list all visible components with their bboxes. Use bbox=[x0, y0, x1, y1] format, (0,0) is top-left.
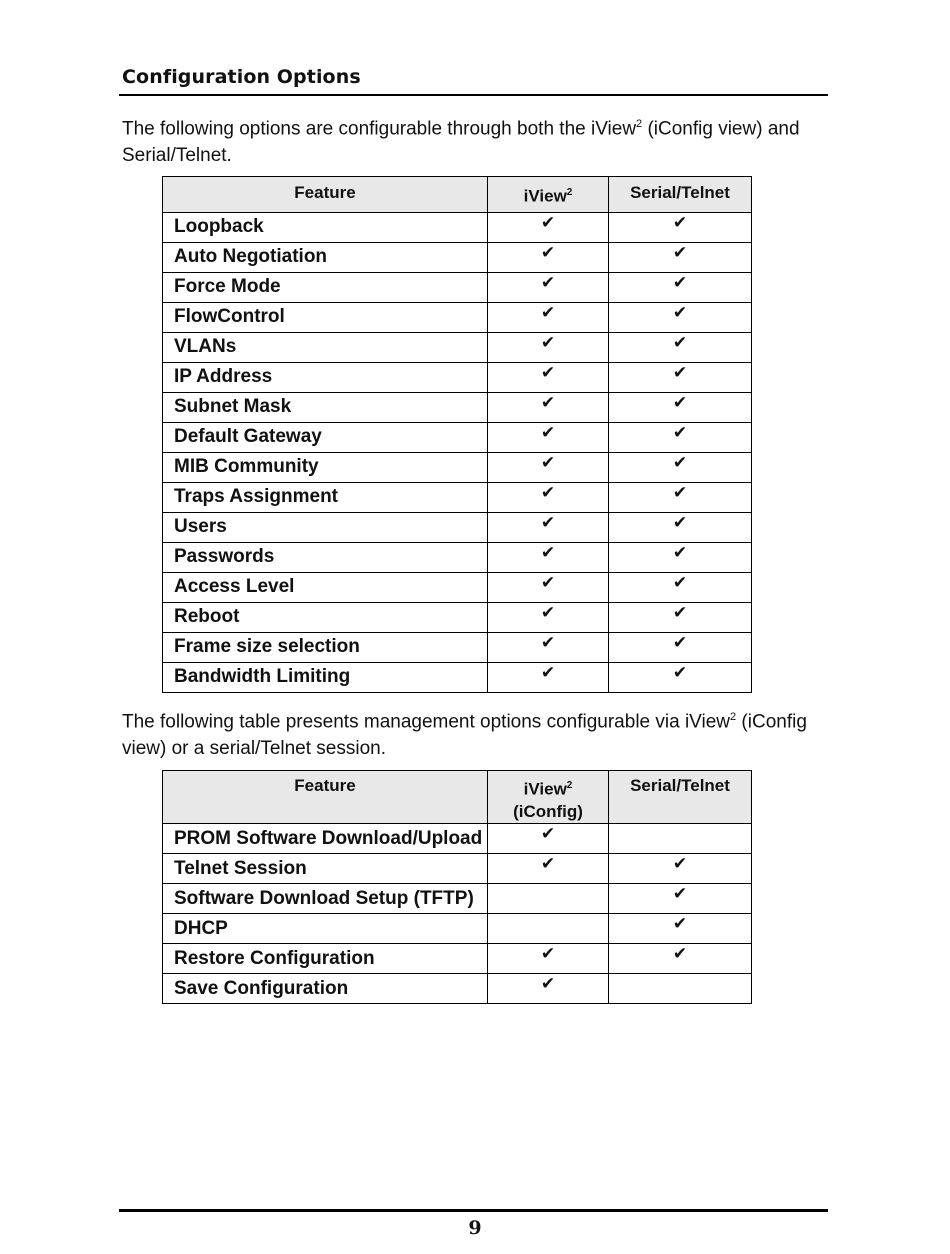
header-serial-telnet: Serial/Telnet bbox=[609, 177, 752, 213]
feature-cell: Default Gateway bbox=[163, 422, 488, 452]
serial-check-cell bbox=[609, 974, 752, 1004]
iview-check-cell: ✔ bbox=[488, 572, 609, 602]
table-row bbox=[163, 242, 752, 272]
iview-check-cell: ✔ bbox=[488, 824, 609, 854]
page-number: 9 bbox=[468, 1217, 482, 1239]
iview-check-cell: ✔ bbox=[488, 602, 609, 632]
section-title: Configuration Options bbox=[122, 66, 361, 88]
iview-check-cell: ✔ bbox=[488, 944, 609, 974]
serial-check-cell: ✔ bbox=[609, 422, 752, 452]
intro-paragraph bbox=[122, 111, 822, 169]
feature-cell: Software Download Setup (TFTP) bbox=[163, 884, 488, 914]
header-serial-telnet: Serial/Telnet bbox=[609, 771, 752, 824]
feature-cell: Telnet Session bbox=[163, 854, 488, 884]
serial-check-cell bbox=[609, 824, 752, 854]
table-row bbox=[163, 914, 752, 944]
table-row bbox=[163, 392, 752, 422]
iview-check-cell: ✔ bbox=[488, 482, 609, 512]
iview-check-cell: ✔ bbox=[488, 542, 609, 572]
feature-cell: Reboot bbox=[163, 602, 488, 632]
feature-cell: Auto Negotiation bbox=[163, 242, 488, 272]
serial-check-cell: ✔ bbox=[609, 242, 752, 272]
intro-text-after: (iConfig view) and Serial/Telnet. bbox=[122, 118, 800, 167]
footer-rule bbox=[119, 1209, 828, 1212]
feature-cell: Frame size selection bbox=[163, 632, 488, 662]
table-row bbox=[163, 482, 752, 512]
iview-check-cell: ✔ bbox=[488, 212, 609, 242]
header-iview-sup: 2 bbox=[566, 187, 573, 198]
title-rule bbox=[119, 94, 828, 96]
table-row bbox=[163, 542, 752, 572]
table-row bbox=[163, 632, 752, 662]
table-row bbox=[163, 824, 752, 854]
mgmt-text-after: (iConfig view) or a serial/Telnet session. bbox=[122, 711, 807, 760]
serial-check-cell: ✔ bbox=[609, 542, 752, 572]
config-options-table bbox=[162, 176, 752, 693]
feature-cell: FlowControl bbox=[163, 302, 488, 332]
feature-cell: Traps Assignment bbox=[163, 482, 488, 512]
feature-cell: DHCP bbox=[163, 914, 488, 944]
intro-text-before: The following options are configurable through both the iView bbox=[122, 118, 637, 140]
serial-check-cell: ✔ bbox=[609, 482, 752, 512]
feature-cell: MIB Community bbox=[163, 452, 488, 482]
iview-check-cell: ✔ bbox=[488, 662, 609, 692]
table-row bbox=[163, 974, 752, 1004]
serial-check-cell: ✔ bbox=[609, 302, 752, 332]
header-iview-sup: 2 bbox=[566, 780, 573, 791]
header-iview-label: iView bbox=[523, 186, 567, 206]
feature-cell: Bandwidth Limiting bbox=[163, 662, 488, 692]
iview-check-cell: ✔ bbox=[488, 512, 609, 542]
intro-superscript: 2 bbox=[636, 118, 643, 130]
feature-cell: Restore Configuration bbox=[163, 944, 488, 974]
serial-check-cell: ✔ bbox=[609, 512, 752, 542]
feature-cell: Save Configuration bbox=[163, 974, 488, 1004]
serial-check-cell: ✔ bbox=[609, 272, 752, 302]
serial-check-cell: ✔ bbox=[609, 662, 752, 692]
header-feature: Feature bbox=[163, 771, 488, 824]
serial-check-cell: ✔ bbox=[609, 332, 752, 362]
header-iconfig-label: (iConfig) bbox=[513, 801, 583, 821]
feature-cell: Access Level bbox=[163, 572, 488, 602]
iview-check-cell: ✔ bbox=[488, 632, 609, 662]
iview-check-cell: ✔ bbox=[488, 242, 609, 272]
serial-check-cell: ✔ bbox=[609, 854, 752, 884]
table-row bbox=[163, 272, 752, 302]
iview-check-cell: ✔ bbox=[488, 332, 609, 362]
feature-cell: PROM Software Download/Upload bbox=[163, 824, 488, 854]
table-row bbox=[163, 452, 752, 482]
serial-check-cell: ✔ bbox=[609, 452, 752, 482]
table-row bbox=[163, 332, 752, 362]
feature-cell: VLANs bbox=[163, 332, 488, 362]
feature-cell: Subnet Mask bbox=[163, 392, 488, 422]
table-row bbox=[163, 422, 752, 452]
header-iview bbox=[488, 177, 609, 213]
iview-check-cell: ✔ bbox=[488, 302, 609, 332]
table-row bbox=[163, 884, 752, 914]
table-header-row bbox=[163, 177, 752, 213]
iview-check-cell: ✔ bbox=[488, 974, 609, 1004]
feature-cell: IP Address bbox=[163, 362, 488, 392]
iview-check-cell bbox=[488, 884, 609, 914]
table-row bbox=[163, 512, 752, 542]
table-row bbox=[163, 944, 752, 974]
table-row bbox=[163, 302, 752, 332]
iview-check-cell: ✔ bbox=[488, 362, 609, 392]
header-feature: Feature bbox=[163, 177, 488, 213]
mgmt-text-before: The following table presents management options configurable via iView bbox=[122, 711, 731, 733]
header-iview-label: iView bbox=[523, 779, 567, 799]
iview-check-cell bbox=[488, 914, 609, 944]
serial-check-cell: ✔ bbox=[609, 914, 752, 944]
feature-cell: Force Mode bbox=[163, 272, 488, 302]
iview-check-cell: ✔ bbox=[488, 272, 609, 302]
serial-check-cell: ✔ bbox=[609, 602, 752, 632]
header-iview-iconfig bbox=[488, 771, 609, 824]
serial-check-cell: ✔ bbox=[609, 884, 752, 914]
table-header-row bbox=[163, 771, 752, 824]
serial-check-cell: ✔ bbox=[609, 572, 752, 602]
serial-check-cell: ✔ bbox=[609, 362, 752, 392]
feature-cell: Users bbox=[163, 512, 488, 542]
feature-cell: Loopback bbox=[163, 212, 488, 242]
iview-check-cell: ✔ bbox=[488, 452, 609, 482]
table-row bbox=[163, 662, 752, 692]
table-row bbox=[163, 854, 752, 884]
iview-check-cell: ✔ bbox=[488, 422, 609, 452]
table-row bbox=[163, 362, 752, 392]
mgmt-superscript: 2 bbox=[730, 711, 737, 723]
table-row bbox=[163, 212, 752, 242]
management-options-table bbox=[162, 770, 752, 1004]
iview-check-cell: ✔ bbox=[488, 854, 609, 884]
serial-check-cell: ✔ bbox=[609, 944, 752, 974]
serial-check-cell: ✔ bbox=[609, 392, 752, 422]
serial-check-cell: ✔ bbox=[609, 632, 752, 662]
feature-cell: Passwords bbox=[163, 542, 488, 572]
serial-check-cell: ✔ bbox=[609, 212, 752, 242]
table-row bbox=[163, 602, 752, 632]
management-paragraph bbox=[122, 704, 822, 762]
iview-check-cell: ✔ bbox=[488, 392, 609, 422]
table-row bbox=[163, 572, 752, 602]
